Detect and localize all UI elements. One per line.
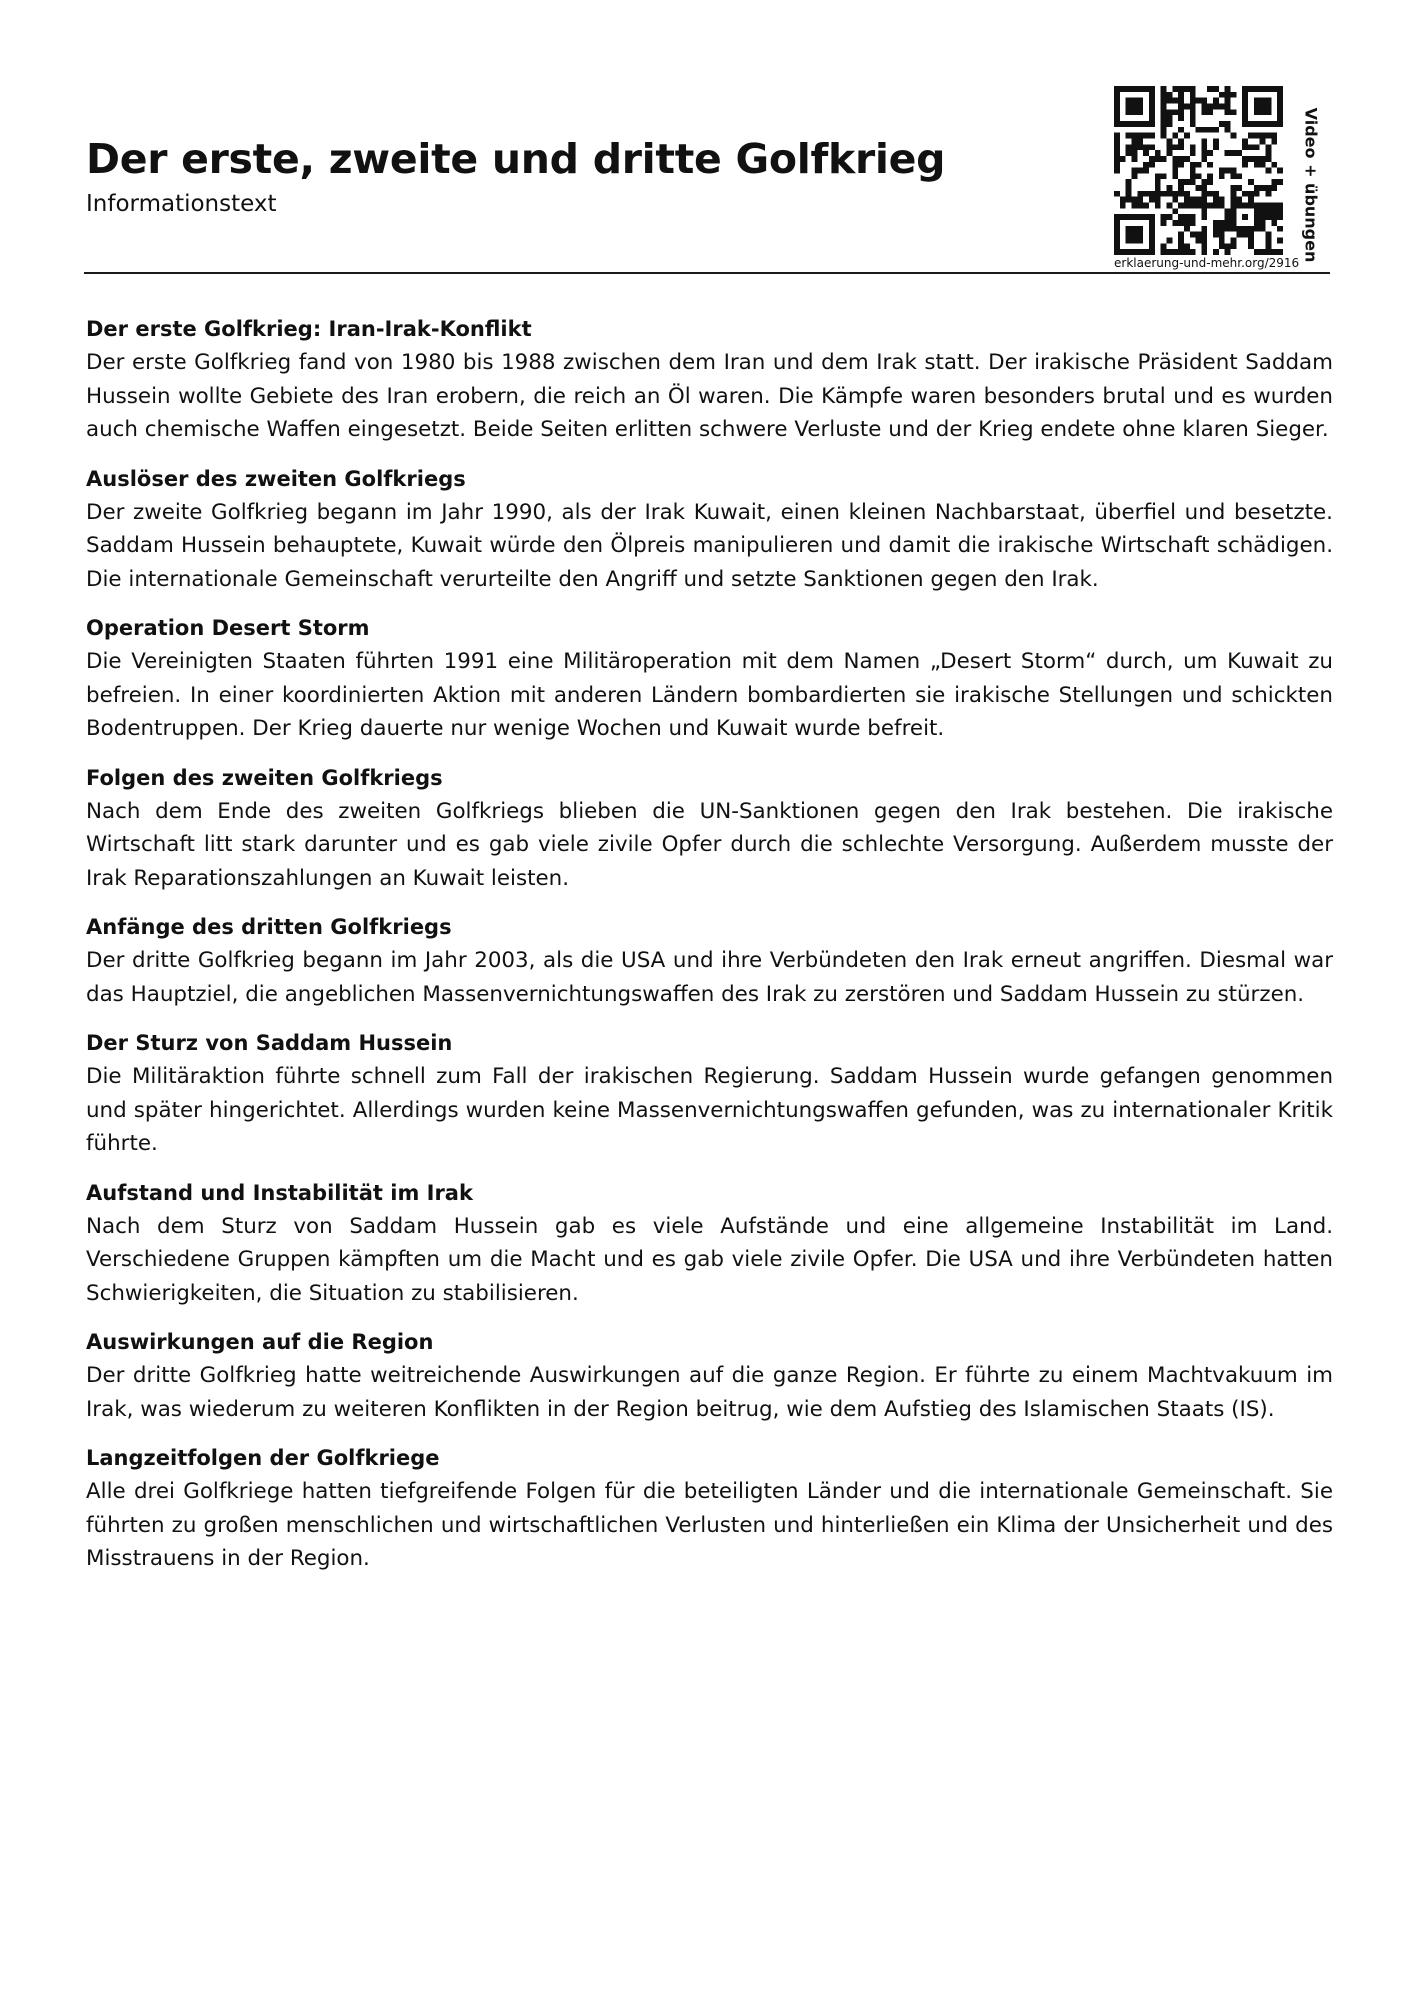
section-instability-iraq: [86, 1177, 1333, 1311]
section-desert-storm: [86, 612, 1333, 746]
section-long-term-consequences: [86, 1442, 1333, 1576]
page-title: Der erste, zweite und dritte Golfkrieg: [86, 135, 946, 183]
section-paragraph: Nach dem Ende des zweiten Golfkriegs blieben die UN-Sanktionen gegen den Irak bestehen. Die irakische Wirtschaft litt stark darunter und es gab viele zivile Opfer durch die schlechte Versorgung. Außerdem musste der Irak Reparationszahlungen an Kuwait leisten.: [86, 798, 1333, 891]
section-paragraph: Die Vereinigten Staaten führten 1991 eine Militäroperation mit dem Namen „Desert Storm“ durch, um Kuwait zu befreien. In einer koordinierten Aktion mit anderen Ländern bombardierten sie irakische Stellungen und schickten Bodentruppen. Der Krieg dauerte nur wenige Wochen und Kuwait wurde befreit.: [86, 649, 1333, 741]
section-consequences-second-war: [86, 762, 1333, 896]
section-heading: Folgen des zweiten Golfkriegs: [86, 765, 443, 790]
section-first-gulf-war: [86, 313, 1333, 447]
header-divider: [84, 272, 1330, 274]
section-paragraph: Nach dem Sturz von Saddam Hussein gab es viele Aufstände und eine allgemeine Instabilität im Land. Verschiedene Gruppen kämpften um die Macht und es gab viele zivile Opfer. Die USA und ihre Verbündeten hatten Schwierigkeiten, die Situation zu stabilisieren.: [86, 1213, 1333, 1306]
section-heading: Auswirkungen auf die Region: [86, 1330, 434, 1354]
section-heading: Der Sturz von Saddam Hussein: [86, 1031, 453, 1055]
section-regional-impact: [86, 1326, 1333, 1426]
section-heading: Langzeitfolgen der Golfkriege: [86, 1446, 440, 1470]
section-start-third-war: [86, 911, 1333, 1011]
section-paragraph: Der erste Golfkrieg fand von 1980 bis 1988 zwischen dem Iran und dem Irak statt. Der irakische Präsident Saddam Hussein wollte Gebiete des Iran erobern, die reich an Öl waren. Die Kämpfe waren besonders brutal und es wurden auch chemische Waffen eingesetzt. Beide Seiten erlitten schwere Verluste und der Krieg endete ohne klaren Sieger.: [86, 350, 1333, 442]
section-heading: Auslöser des zweiten Golfkriegs: [86, 466, 466, 491]
section-trigger-second-war: [86, 463, 1333, 597]
section-paragraph: Der zweite Golfkrieg begann im Jahr 1990, als der Irak Kuwait, einen kleinen Nachbarstaat, überfiel und besetzte. Saddam Hussein behauptete, Kuwait würde den Ölpreis manipulieren und damit die irakische Wirtschaft schädigen. Die internationale Gemeinschaft verurteilte den Angriff und setzte Sanktionen gegen den Irak.: [86, 499, 1333, 592]
section-heading: Operation Desert Storm: [86, 616, 370, 640]
qr-side-label: [1296, 107, 1326, 263]
qr-code-image[interactable]: [1114, 86, 1283, 255]
section-paragraph: Der dritte Golfkrieg hatte weitreichende Auswirkungen auf die ganze Region. Er führte zu einem Machtvakuum im Irak, was wiederum zu weiteren Konflikten in der Region beitrug, wie dem Aufstieg des Islamischen Staats (IS).: [86, 1363, 1333, 1422]
qr-code-graphic: [1114, 86, 1283, 255]
section-heading: Anfänge des dritten Golfkriegs: [86, 915, 452, 939]
info-text-body: [86, 313, 1333, 1592]
section-heading: Der erste Golfkrieg: Iran-Irak-Konflikt: [86, 317, 532, 341]
section-heading: Aufstand und Instabilität im Irak: [86, 1180, 473, 1205]
section-fall-saddam: [86, 1027, 1333, 1161]
section-paragraph: Die Militäraktion führte schnell zum Fall der irakischen Regierung. Saddam Hussein wurde gefangen genommen und später hingerichtet. Allerdings wurden keine Massenvernichtungswaffen gefunden, was zu internationaler Kritik führte.: [86, 1064, 1333, 1156]
section-paragraph: Alle drei Golfkriege hatten tiefgreifende Folgen für die beteiligten Länder und die internationale Gemeinschaft. Sie führten zu großen menschlichen und wirtschaftlichen Verlusten und hinterließen ein Klima der Unsicherheit und des Misstrauens in der Region.: [86, 1479, 1333, 1571]
page-subtitle: Informationstext: [86, 191, 277, 217]
qr-side-label-text: Video + übungen: [1301, 107, 1321, 263]
section-paragraph: Der dritte Golfkrieg begann im Jahr 2003, als die USA und ihre Verbündeten den Irak erneut angriffen. Diesmal war das Hauptziel, die angeblichen Massenvernichtungswaffen des Irak zu zerstören und Saddam Hussein zu stürzen.: [86, 948, 1333, 1007]
qr-url-link[interactable]: erklaerung-und-mehr.org/2916: [1114, 256, 1300, 270]
